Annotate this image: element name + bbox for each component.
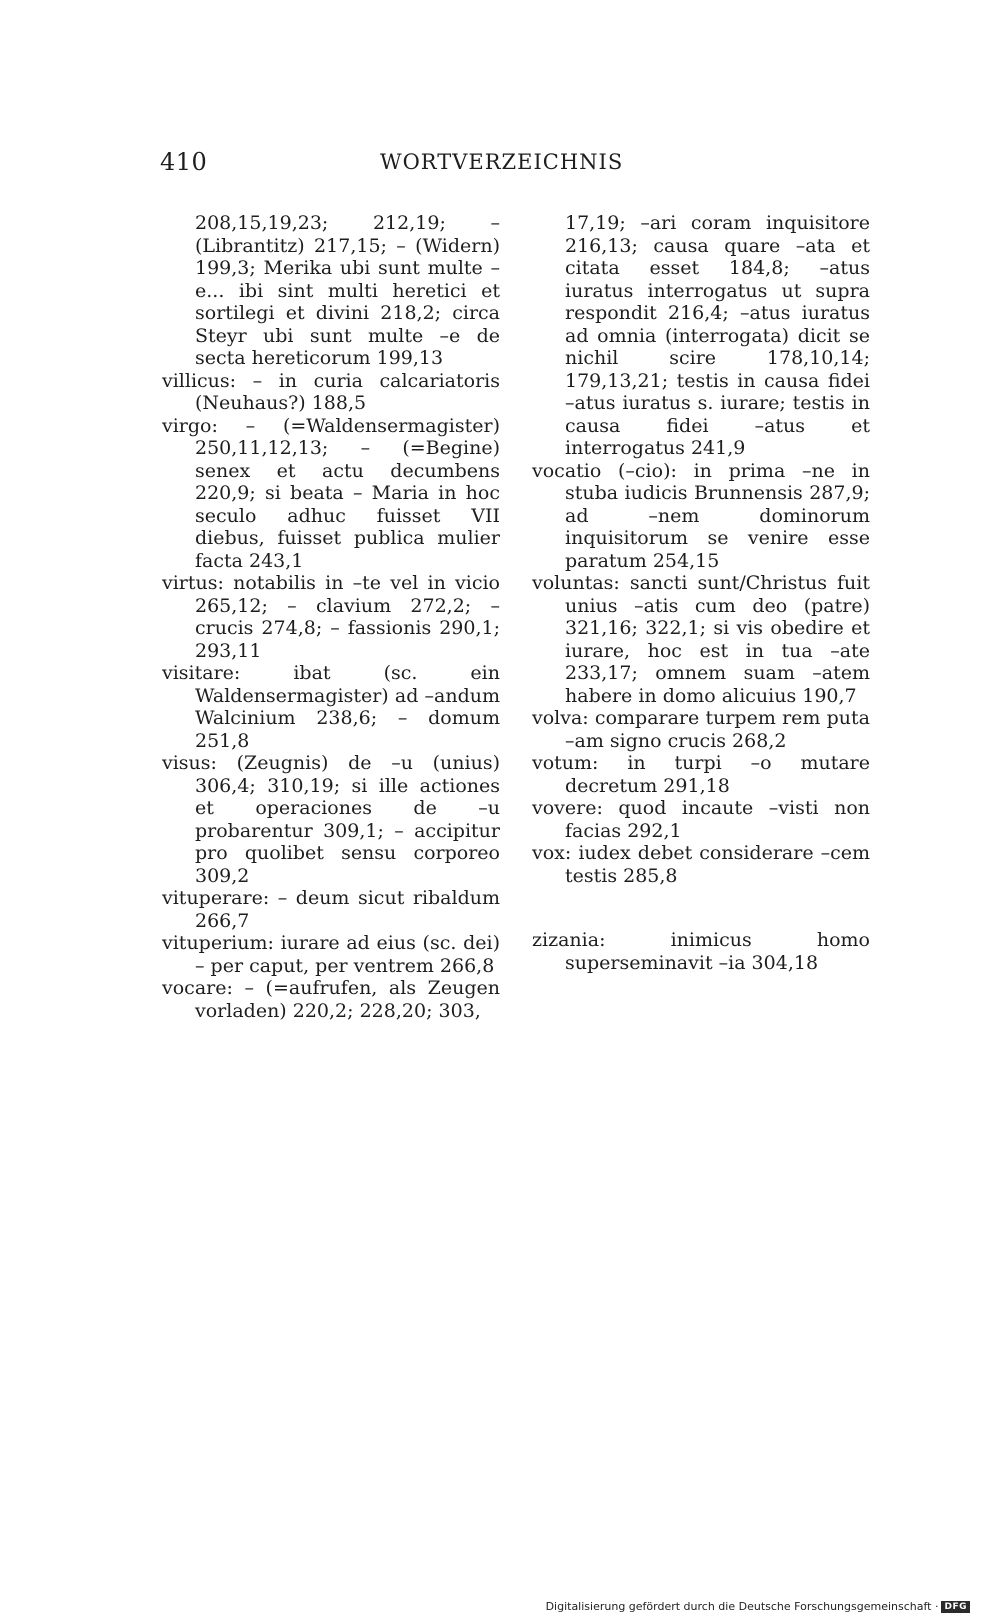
index-entry: virgo: – (=Waldensermagister) 250,11,12,13; – (=Begine) senex et actu decumbens 220,9; si beata – Maria in hoc seculo adhuc fuisset VII diebus, fuisset publica mulier facta 243,1 — [162, 414, 500, 572]
credit-text: Digitalisierung gefördert durch die Deutsche Forschungsgemeinschaft · — [545, 1600, 939, 1613]
digitization-credit — [546, 1600, 970, 1613]
index-entry: virtus: notabilis in –te vel in vicio 265,12; – clavium 272,2; – crucis 274,8; – fassionis 290,1; 293,11 — [162, 572, 500, 662]
index-entry: vovere: quod incaute –visti non facias 292,1 — [532, 797, 870, 842]
page-number: 410 — [160, 148, 208, 176]
index-entry: vituperium: iurare ad eius (sc. dei) – per caput, per ventrem 266,8 — [162, 932, 500, 977]
dfg-logo: DFG — [941, 1601, 970, 1613]
index-entry: vituperare: – deum sicut ribaldum 266,7 — [162, 887, 500, 932]
index-entry: visus: (Zeugnis) de –u (unius) 306,4; 310,19; si ille actiones et operaciones de –u probarentur 309,1; – accipitur pro quolibet sensu corporeo 309,2 — [162, 752, 500, 887]
running-head: WORTVERZEICHNIS — [380, 150, 624, 174]
index-entry: vocare: – (=aufrufen, als Zeugen vorladen) 220,2; 228,20; 303, — [162, 977, 500, 1022]
index-entry: volva: comparare turpem rem puta –am signo crucis 268,2 — [532, 707, 870, 752]
index-entry: zizania: inimicus homo superseminavit –ia 304,18 — [532, 929, 870, 974]
index-entry: 208,15,19,23; 212,19; – (Librantitz) 217,15; – (Widern) 199,3; Merika ubi sunt multe –e... ibi sint multi heretici et sortilegi et divini 218,2; circa Steyr ubi sunt multe –e de secta hereticorum 199,13 — [195, 212, 500, 369]
index-entry: voluntas: sancti sunt/Christus fuit unius –atis cum deo (patre) 321,16; 322,1; si vis obedire et iurare, hoc est in tua –ate 233,17; omnem suam –atem habere in domo alicuius 190,7 — [532, 572, 870, 707]
left-column — [162, 212, 500, 1022]
right-column — [532, 212, 870, 974]
index-entry: visitare: ibat (sc. ein Waldensermagister) ad –andum Walcinium 238,6; – domum 251,8 — [162, 662, 500, 752]
index-entry: vox: iudex debet considerare –cem testis 285,8 — [532, 842, 870, 887]
index-entry: vocatio (–cio): in prima –ne in stuba iudicis Brunnensis 287,9; ad –nem dominorum inquisitorum se venire esse paratum 254,15 — [532, 459, 870, 572]
index-entry: villicus: – in curia calcariatoris (Neuhaus?) 188,5 — [162, 369, 500, 414]
index-entry: 17,19; –ari coram inquisitore 216,13; causa quare –ata et citata esset 184,8; –atus iuratus interrogatus ut supra respondit 216,4; –atus iuratus ad omnia (interrogata) dicit se nichil scire 178,10,14; 179,13,21; testis in causa fidei –atus iuratus s. iurare; testis in causa fidei –atus et interrogatus 241,9 — [565, 212, 870, 459]
index-entry: votum: in turpi –o mutare decretum 291,18 — [532, 752, 870, 797]
